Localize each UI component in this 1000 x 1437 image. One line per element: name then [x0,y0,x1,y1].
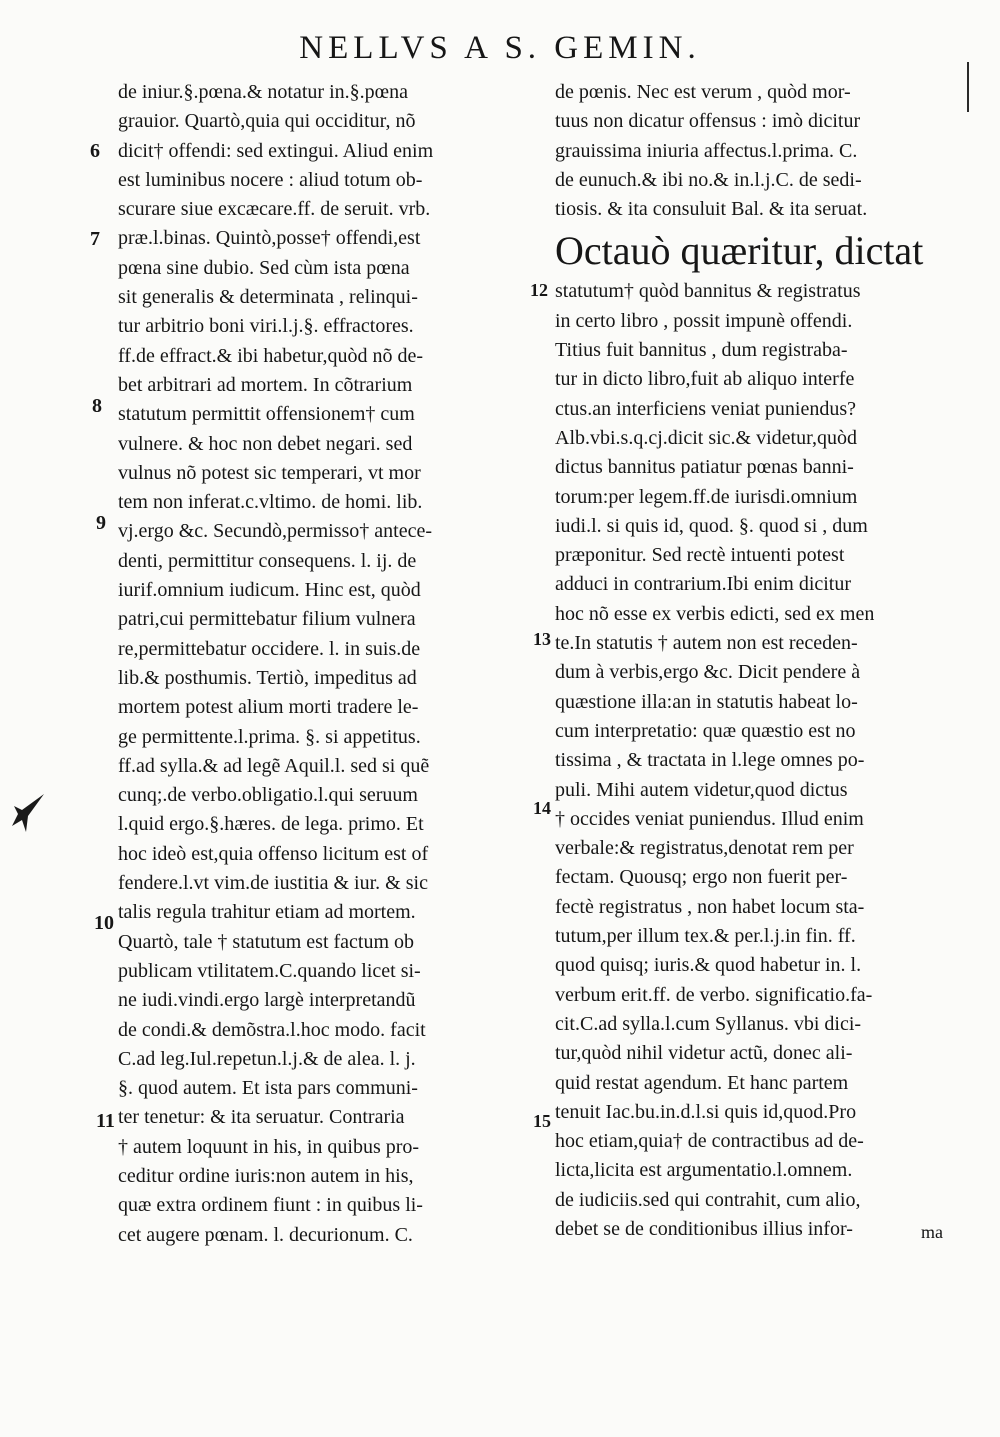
text-line: ceditur ordine iuris:non autem in his, [118,1164,414,1187]
text-line: de pœnis. Nec est verum , quòd mor- [555,81,851,103]
text-line: te.In statutis † autem non est receden- [555,632,858,655]
margin-marker-6: 6 [90,140,100,162]
text-line: quod quisq; iuris.& quod habetur in. l. [555,954,862,977]
text-line: publicam vtilitatem.C.quando licet si- [118,959,421,982]
margin-marker-15: 15 [533,1111,551,1131]
text-line: quæ extra ordinem fiunt : in quibus li- [118,1194,423,1217]
text-line: grauior. Quartò,quia qui occiditur, nõ [118,110,416,133]
text-line: tem non inferat.c.vltimo. de homi. lib. [118,491,423,514]
margin-marker-9: 9 [96,512,106,534]
text-line: tissima , & tractata in l.lege omnes po- [555,749,865,772]
text-line: cum interpretatio: quæ quæstio est no [555,719,856,742]
text-line: præponitur. Sed rectè intuenti potest [555,544,845,567]
text-line: fectè registratus , non habet locum sta- [555,895,865,918]
text-line: hoc ideò est,quia offenso licitum est of [118,842,429,865]
text-line: C.ad leg.Iul.repetun.l.j.& de alea. l. j. [118,1047,416,1070]
text-line: statutum permittit offensionem† cum [118,403,415,426]
text-line: ter tenetur: & ita seruatur. Contraria [118,1106,405,1129]
text-line: Quartò, tale † statutum est factum ob [118,930,415,953]
text-line: verbum erit.ff. de verbo. significatio.fa- [555,983,873,1006]
text-line: quæstione illa:an in statutis habeat lo- [555,690,858,713]
text-line: hoc etiam,quia† de contractibus ad de- [555,1130,864,1153]
text-line: iudi.l. si quis id, quod. §. quod si , dum [555,514,868,537]
text-line: de condi.& demõstra.l.hoc modo. facit [118,1018,426,1041]
right-column [555,78,965,1244]
text-line: de iniur.§.pœna.& notatur in.§.pœna [118,81,408,103]
text-line: iurif.omnium iudicum. Hinc est, quòd [118,579,421,602]
text-line: cunq;.de verbo.obligatio.l.qui seruum [118,784,418,807]
text-line: de iudiciis.sed qui contrahit, cum alio, [555,1188,861,1211]
margin-marker-10: 10 [94,912,114,934]
text-line: tur arbitrio boni viri.l.j.§. effractores. [118,315,414,338]
text-line: vulnus nõ potest sic temperari, vt mor [118,461,421,484]
text-line: dum à verbis,ergo &c. Dicit pendere à [555,661,861,684]
text-line: ff.de effract.& ibi habetur,quòd nõ de- [118,344,424,367]
text-line: lib.& posthumis. Tertiò, impeditus ad [118,666,417,689]
text-line: ge permittente.l.prima. §. si appetitus. [118,725,421,748]
text-line: cet augere pœnam. l. decurionum. C. [118,1223,413,1246]
text-line: adduci in contrarium.Ibi enim dicitur [555,573,852,596]
text-line: de eunuch.& ibi no.& in.l.j.C. de sedi- [555,168,862,191]
margin-marker-13: 13 [533,629,551,649]
running-title: NELLVS A S. GEMIN. [299,30,701,66]
text-line: in certo libro , possit impunè offendi. [555,309,853,332]
text-line: verbale:& registratus,denotat rem per [555,837,854,860]
text-line: tutum,per illum tex.& per.l.j.in fin. ff. [555,925,856,948]
text-line: pœna sine dubio. Sed cùm ista pœna [118,256,410,279]
text-line: tuus non dicatur offensus : imò dicitur [555,110,861,133]
text-line: grauissima iniuria affectus.l.prima. C. [555,139,858,162]
text-line: §. quod autem. Et ista pars communi- [118,1077,418,1100]
left-column [118,78,523,1250]
margin-marker-12: 12 [530,280,548,300]
text-line: l.quid ergo.§.hæres. de lega. primo. Et [118,813,424,836]
text-line: mortem potest alium morti tradere le- [118,696,419,719]
text-line: † autem loquunt in his, in quibus pro- [118,1135,420,1158]
text-line: ff.ad sylla.& ad legẽ Aquil.l. sed si quẽ [118,754,430,777]
catchword: ma [921,1222,943,1242]
text-line: quid restat agendum. Et hanc partem [555,1071,849,1094]
text-line: patri,cui permittebatur filium vulnera [118,608,416,631]
margin-marker-8: 8 [92,395,102,417]
text-line: re,permittebatur occidere. l. in suis.de [118,637,421,660]
text-line: vulnere. & hoc non debet negari. sed [118,432,413,455]
text-line: puli. Mihi autem videtur,quod dictus [555,778,848,801]
text-line: fendere.l.vt vim.de iustitia & iur. & sic [118,872,428,895]
text-line: Alb.vbi.s.q.cj.dicit sic.& videtur,quòd [555,426,857,449]
section-heading: Octauò quæritur, dictat [555,228,924,274]
text-line: bet arbitrari ad mortem. In cõtrarium [118,373,413,396]
text-line: debet se de conditionibus illius infor- [555,1217,853,1240]
text-line: tur,quòd nihil videtur actũ, donec ali- [555,1042,853,1065]
text-line: dictus bannitus patiatur pœnas banni- [555,456,854,479]
text-line: tenuit Iac.bu.in.d.l.si quis id,quod.Pro [555,1100,857,1123]
text-line: denti, permittitur consequens. l. ij. de [118,549,417,572]
text-line: fectam. Quousq; ergo non fuerit per- [555,866,848,889]
margin-rule [967,62,969,112]
text-line: sit generalis & determinata , relinqui- [118,286,418,309]
text-line: ne iudi.vindi.ergo largè interpretandũ [118,989,416,1012]
right-top-lines [555,78,965,224]
text-line: Titius fuit bannitus , dum registraba- [555,339,848,362]
text-line: talis regula trahitur etiam ad mortem. [118,901,416,924]
text-line: præ.l.binas. Quintò,posse† offendi,est [118,227,421,250]
text-line: vj.ergo &c. Secundò,permisso† antece- [118,520,432,543]
text-line: licta,licita est argumentatio.l.omnem. [555,1159,853,1182]
text-line: tiosis. & ita consuluit Bal. & ita seruat. [555,198,868,221]
margin-marker-14: 14 [533,798,551,818]
text-line: est luminibus nocere : aliud totum ob- [118,168,423,191]
ink-blot-mark [8,792,48,842]
text-line: ctus.an interficiens veniat puniendus? [555,397,857,420]
right-bottom-lines [555,277,965,1244]
text-line: hoc nõ esse ex verbis edicti, sed ex men [555,602,875,625]
margin-marker-7: 7 [90,228,100,250]
text-line: dicit† offendi: sed extingui. Aliud enim [118,139,434,162]
text-line: statutum† quòd bannitus & registratus [555,280,861,303]
text-line: cit.C.ad sylla.l.cum Syllanus. vbi dici- [555,1012,862,1035]
text-line: torum:per legem.ff.de iurisdi.omnium [555,485,858,508]
text-line: tur in dicto libro,fuit ab aliquo interfe [555,368,855,391]
text-line: scurare siue excæcare.ff. de seruit. vrb. [118,198,431,221]
text-line: † occides veniat puniendus. Illud enim [555,807,864,830]
margin-marker-11: 11 [96,1110,115,1132]
